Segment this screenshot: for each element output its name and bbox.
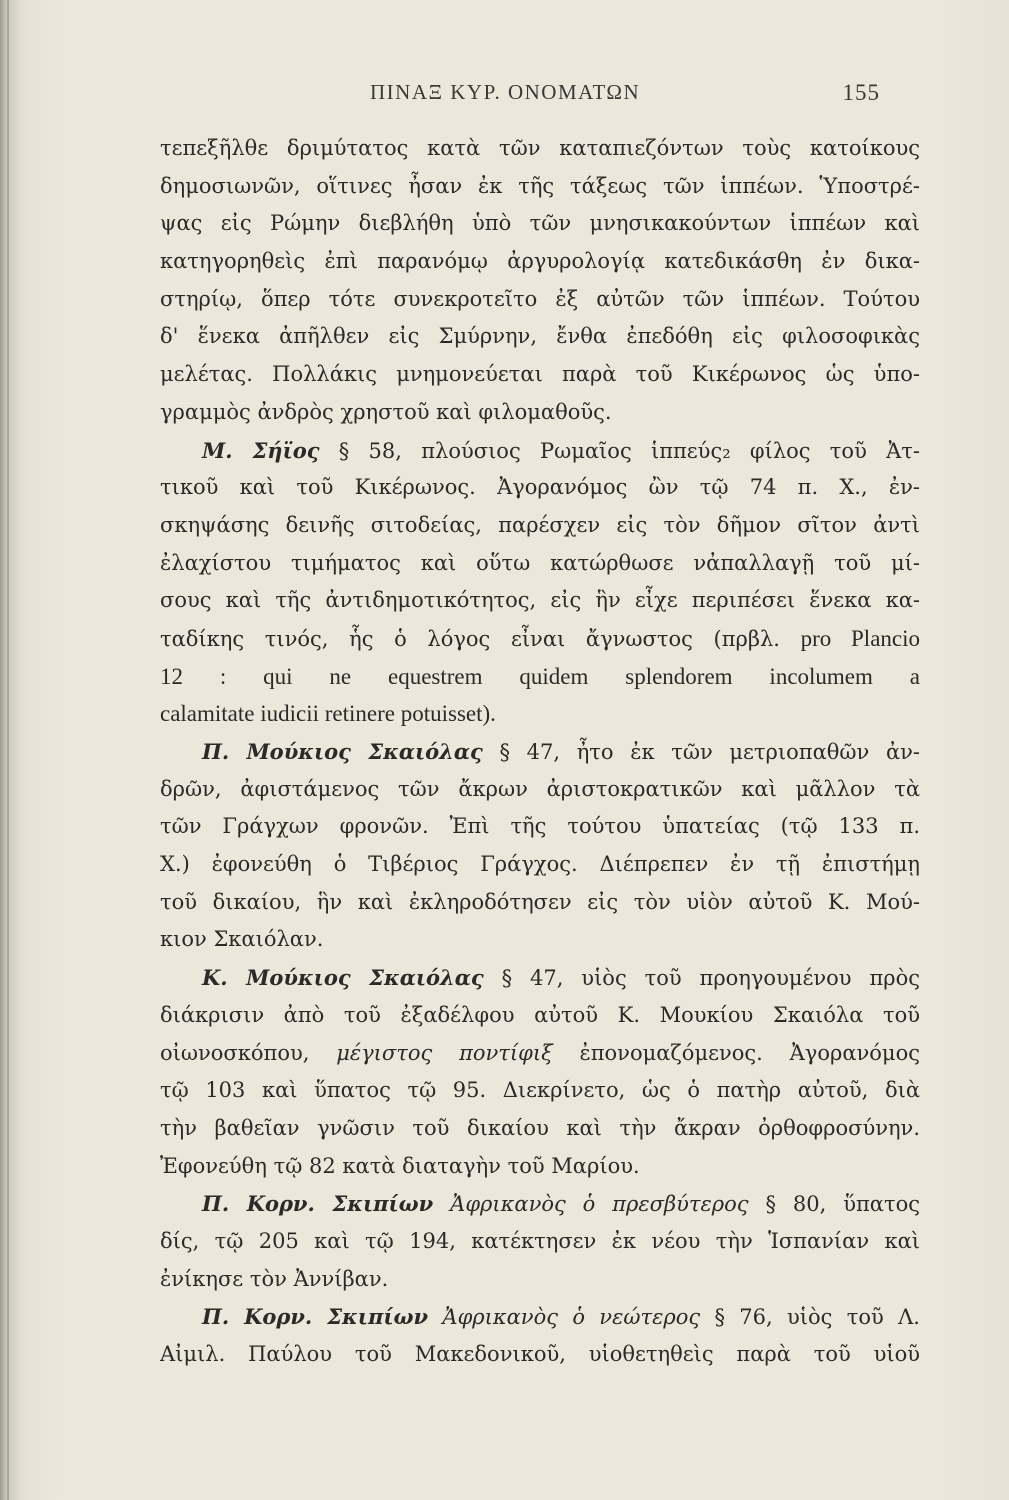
running-head: ΠΙΝΑΞ ΚΥΡ. ΟΝΟΜΑΤΩΝ — [370, 80, 641, 104]
entry-name: Μ. Σήϊος — [202, 437, 320, 463]
latin-quote-line: calamitate iudicii retinere potuisset). — [160, 701, 496, 727]
text-line: ἐνίκησε τὸν Ἀννίβαν. — [160, 1266, 389, 1291]
text-line: τῶν Γράγχων φρονῶν. Ἐπὶ τῆς τούτου ὑπατείας (τῷ 133 π. — [160, 814, 920, 839]
entry-name: Π. Κορν. Σκιπίων — [202, 1191, 434, 1217]
text-line: ψας εἰς Ρώμην διεβλήθη ὑπὸ τῶν μνησικακούντων ἱππέων καὶ — [160, 211, 920, 236]
entry-line — [160, 1185, 920, 1223]
latin-citation: pro Plancio — [800, 625, 920, 651]
text-line: Χ.) ἐφονεύθη ὁ Τιβέριος Γράγχος. Διέπρεπεν ἐν τῇ ἐπιστήμῃ — [160, 852, 920, 877]
text-line: ἐλαχίστου τιμήματος καὶ οὕτω κατώρθωσε νἀπαλλαγῇ τοῦ μί- — [160, 550, 920, 575]
text-line: κιον Σκαιόλαν. — [160, 927, 324, 952]
entry-text: § 47, ἦτο ἐκ τῶν μετριοπαθῶν ἀν- — [499, 740, 920, 764]
text-block — [160, 130, 920, 1374]
italic-phrase: Ἀφρικανὸς ὁ πρεσβύτερος — [450, 1192, 749, 1217]
text-line: δ' ἕνεκα ἀπῆλθεν εἰς Σμύρνην, ἔνθα ἐπεδόθη εἰς φιλοσοφικὰς — [160, 324, 920, 349]
text-line: δρῶν, ἀφιστάμενος τῶν ἄκρων ἀριστοκρατικῶν καὶ μᾶλλον τὰ — [160, 776, 920, 801]
text-line: γραμμὸς ἀνδρὸς χρηστοῦ καὶ φιλομαθοῦς. — [160, 399, 612, 424]
page-binding-edge — [7, 0, 9, 1500]
entry-line — [160, 432, 920, 470]
entry-line — [160, 959, 920, 997]
text-line — [160, 620, 920, 658]
text-line: τοῦ δικαίου, ἣν καὶ ἐκληροδότησεν εἰς τὸν υἱὸν αὐτοῦ Κ. Μού- — [160, 889, 920, 914]
entry-text: § 76, υἱὸς τοῦ Λ. — [714, 1305, 920, 1330]
text-line: δίς, τῷ 205 καὶ τῷ 194, κατέκτησεν ἐκ νέου τὴν Ἱσπανίαν καὶ — [160, 1228, 920, 1253]
text-line: Αἰμιλ. Παύλου τοῦ Μακεδονικοῦ, υἱοθετηθεὶς παρὰ τοῦ υἱοῦ — [160, 1342, 920, 1366]
text-segment: οἰωνοσκόπου, — [160, 1040, 310, 1065]
text-line: διάκρισιν ἀπὸ τοῦ ἐξαδέλφου αὐτοῦ Κ. Μουκίου Σκαιόλα τοῦ — [160, 1002, 920, 1027]
text-line: τικοῦ καὶ τοῦ Κικέρωνος. Ἀγορανόμος ὢν τῷ 74 π. Χ., ἐν- — [160, 475, 920, 500]
entry-name: Π. Κορν. Σκιπίων — [202, 1304, 429, 1330]
latin-quote-line: 12 : qui ne equestrem quidem splendorem incolumem a — [160, 663, 920, 689]
text-line: κατηγορηθεὶς ἐπὶ παρανόμῳ ἀργυρολογίᾳ κατεδικάσθη ἐν δικα- — [160, 249, 920, 274]
text-line: μελέτας. Πολλάκις μνημονεύεται παρὰ τοῦ Κικέρωνος ὡς ὑπο- — [160, 362, 920, 387]
text-line: σκηψάσης δεινῆς σιτοδείας, παρέσχεν εἰς τὸν δῆμον σῖτον ἀντὶ — [160, 512, 920, 537]
page-number: 155 — [842, 80, 880, 105]
text-line: σους καὶ τῆς ἀντιδημοτικότητος, εἰς ἣν εἶχε περιπέσει ἕνεκα κα- — [160, 588, 920, 613]
text-segment: ταδίκης τινός, ἧς ὁ λόγος εἶναι ἄγνωστος (πρβλ. — [160, 626, 780, 651]
text-line: τεπεξῆλθε δριμύτατος κατὰ τῶν καταπιεζόντων τοὺς κατοίκους — [160, 136, 920, 160]
entry-name: Κ. Μούκιος Σκαιόλας — [202, 965, 484, 991]
entry-text: § 47, υἱὸς τοῦ προηγουμένου πρὸς — [501, 966, 920, 991]
entry-name: Π. Μούκιος Σκαιόλας — [202, 739, 483, 764]
text-segment: ἐπονομαζόμενος. Ἀγορανόμος — [579, 1040, 920, 1065]
italic-phrase: μέγιστος ποντίφιξ — [336, 1040, 553, 1065]
text-line: δημοσιωνῶν, οἵτινες ἦσαν ἐκ τῆς τάξεως τῶν ἱππέων. Ὑποστρέ- — [160, 173, 920, 198]
entry-text: § 80, ὕπατος — [765, 1192, 920, 1217]
text-line: τῷ 103 καὶ ὕπατος τῷ 95. Διεκρίνετο, ὡς ὁ πατὴρ αὐτοῦ, διὰ — [160, 1078, 920, 1103]
text-line: τὴν βαθεῖαν γνῶσιν τοῦ δικαίου καὶ τὴν ἄκραν ὀρθοφροσύνην. — [160, 1115, 920, 1140]
entry-line — [160, 733, 920, 771]
text-line: στηρίῳ, ὅπερ τότε συνεκροτεῖτο ἐξ αὐτῶν τῶν ἱππέων. Τούτου — [160, 286, 920, 311]
text-line — [160, 1035, 920, 1073]
entry-line — [160, 1298, 920, 1336]
italic-phrase: Ἀφρικανὸς ὁ νεώτερος — [442, 1305, 701, 1330]
page-header — [160, 80, 880, 114]
text-line: Ἐφονεύθη τῷ 82 κατὰ διαταγὴν τοῦ Μαρίου. — [160, 1153, 640, 1178]
entry-text: § 58, πλούσιος Ρωμαῖος ἱππεύς₂ φίλος τοῦ Ἀτ- — [338, 438, 920, 463]
